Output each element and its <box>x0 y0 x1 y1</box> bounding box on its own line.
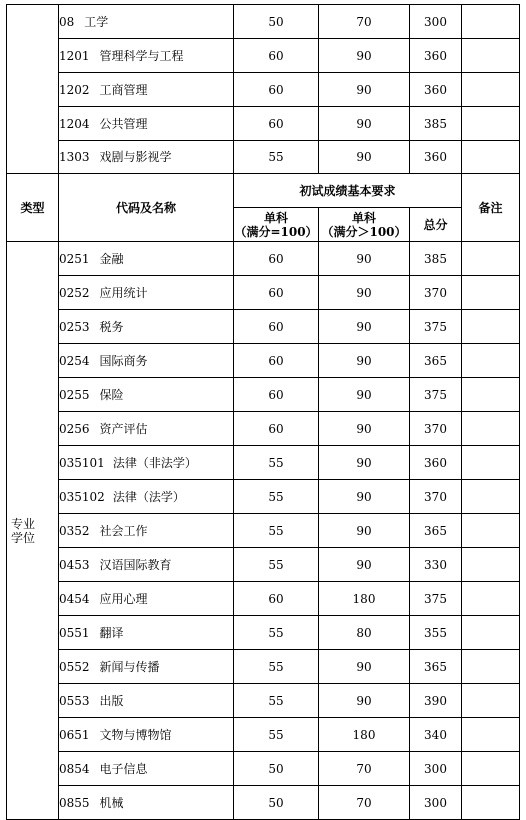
single-score-100: 50 <box>234 5 319 39</box>
subject-code: 0854 <box>59 761 90 776</box>
code-name-cell <box>59 141 234 174</box>
subject-name: 应用心理 <box>99 591 148 606</box>
total-score: 340 <box>410 718 462 752</box>
total-score: 365 <box>410 514 462 548</box>
total-score: 360 <box>410 73 462 107</box>
code-name-cell <box>59 684 234 718</box>
single-score-100: 60 <box>234 107 319 141</box>
table-row <box>7 752 520 786</box>
subject-name: 公共管理 <box>99 116 148 131</box>
remarks-cell <box>462 107 520 141</box>
total-score: 365 <box>410 650 462 684</box>
code-name-cell <box>59 480 234 514</box>
subject-name: 工学 <box>84 14 109 29</box>
remarks-cell <box>462 684 520 718</box>
single-score-100: 60 <box>234 310 319 344</box>
subject-name: 国际商务 <box>99 353 148 368</box>
header-row <box>7 174 520 208</box>
single-score-gt100: 70 <box>319 786 410 820</box>
single-score-gt100: 70 <box>319 752 410 786</box>
code-name-cell <box>59 446 234 480</box>
subject-name: 汉语国际教育 <box>99 557 172 572</box>
single-score-gt100: 90 <box>319 39 410 73</box>
total-score: 390 <box>410 684 462 718</box>
header-total: 总分 <box>410 208 462 242</box>
header-requirements: 初试成绩基本要求 <box>234 174 462 208</box>
table-row <box>7 39 520 73</box>
single-score-gt100: 90 <box>319 107 410 141</box>
subject-code: 1202 <box>59 82 90 97</box>
total-score: 360 <box>410 39 462 73</box>
subject-code: 0251 <box>59 251 90 266</box>
remarks-cell <box>462 650 520 684</box>
single-score-gt100: 90 <box>319 412 410 446</box>
subject-code: 0252 <box>59 285 90 300</box>
table-row <box>7 786 520 820</box>
table-row <box>7 548 520 582</box>
subject-name: 工商管理 <box>99 82 148 97</box>
remarks-cell <box>462 5 520 39</box>
table-row <box>7 412 520 446</box>
single-score-gt100: 90 <box>319 344 410 378</box>
single-score-100: 55 <box>234 548 319 582</box>
single-score-100: 55 <box>234 514 319 548</box>
subject-name: 新闻与传播 <box>99 659 160 674</box>
subject-name: 出版 <box>99 693 124 708</box>
remarks-cell <box>462 378 520 412</box>
subject-name: 资产评估 <box>99 421 148 436</box>
subject-name: 法律（法学） <box>112 489 185 504</box>
remarks-cell <box>462 446 520 480</box>
code-name-cell <box>59 378 234 412</box>
subject-code: 0255 <box>59 387 90 402</box>
table-row <box>7 344 520 378</box>
remarks-cell <box>462 39 520 73</box>
single-score-100: 60 <box>234 378 319 412</box>
header-single-100 <box>234 208 319 242</box>
total-score: 370 <box>410 480 462 514</box>
subject-code: 08 <box>59 14 75 29</box>
remarks-cell <box>462 514 520 548</box>
single-score-100: 55 <box>234 684 319 718</box>
code-name-cell <box>59 412 234 446</box>
total-score: 385 <box>410 107 462 141</box>
code-name-cell <box>59 344 234 378</box>
table-row <box>7 276 520 310</box>
code-name-cell <box>59 548 234 582</box>
total-score: 375 <box>410 582 462 616</box>
single-score-100: 60 <box>234 276 319 310</box>
subject-code: 1204 <box>59 116 90 131</box>
single-score-gt100: 90 <box>319 242 410 276</box>
header-single-gt100-line1: 单科 <box>351 210 376 225</box>
table-row <box>7 107 520 141</box>
subject-code: 0453 <box>59 557 90 572</box>
total-score: 360 <box>410 446 462 480</box>
category-cell <box>7 242 59 820</box>
single-score-gt100: 180 <box>319 582 410 616</box>
single-score-100: 60 <box>234 582 319 616</box>
single-score-100: 60 <box>234 39 319 73</box>
total-score: 375 <box>410 378 462 412</box>
code-name-cell <box>59 786 234 820</box>
single-score-100: 55 <box>234 616 319 650</box>
subject-name: 戏剧与影视学 <box>99 150 172 164</box>
code-name-cell <box>59 5 234 39</box>
remarks-cell <box>462 310 520 344</box>
remarks-cell <box>462 786 520 820</box>
code-name-cell <box>59 650 234 684</box>
header-single-100-line2: （满分=100） <box>234 224 318 239</box>
category-label-line1: 专业 <box>11 516 36 531</box>
subject-name: 电子信息 <box>99 761 148 776</box>
total-score: 330 <box>410 548 462 582</box>
total-score: 360 <box>410 141 462 174</box>
single-score-gt100: 90 <box>319 310 410 344</box>
table-row <box>7 446 520 480</box>
subject-name: 社会工作 <box>99 523 148 538</box>
subject-code: 035102 <box>59 489 105 504</box>
subject-code: 0651 <box>59 727 90 742</box>
code-name-cell <box>59 242 234 276</box>
table-row <box>7 310 520 344</box>
table-row <box>7 650 520 684</box>
score-table <box>6 4 520 820</box>
remarks-cell <box>462 582 520 616</box>
single-score-100: 55 <box>234 446 319 480</box>
subject-code: 1201 <box>59 48 90 63</box>
single-score-gt100: 90 <box>319 378 410 412</box>
remarks-cell <box>462 73 520 107</box>
single-score-100: 55 <box>234 650 319 684</box>
subject-code: 0256 <box>59 421 90 436</box>
table-row <box>7 514 520 548</box>
subject-code: 0253 <box>59 319 90 334</box>
subject-name: 文物与博物馆 <box>99 727 172 742</box>
subject-name: 税务 <box>99 319 124 334</box>
table-row <box>7 73 520 107</box>
subject-name: 保险 <box>99 387 124 402</box>
table-row <box>7 141 520 174</box>
subject-name: 金融 <box>99 251 124 266</box>
code-name-cell <box>59 718 234 752</box>
single-score-100: 55 <box>234 718 319 752</box>
remarks-cell <box>462 480 520 514</box>
total-score: 355 <box>410 616 462 650</box>
table-row <box>7 684 520 718</box>
total-score: 300 <box>410 786 462 820</box>
total-score: 375 <box>410 310 462 344</box>
code-name-cell <box>59 514 234 548</box>
code-name-cell <box>59 582 234 616</box>
remarks-cell <box>462 752 520 786</box>
subject-code: 0552 <box>59 659 90 674</box>
header-single-gt100 <box>319 208 410 242</box>
single-score-gt100: 70 <box>319 5 410 39</box>
subject-code: 035101 <box>59 455 105 470</box>
remarks-cell <box>462 718 520 752</box>
remarks-cell <box>462 242 520 276</box>
header-type: 类型 <box>7 174 59 242</box>
subject-code: 0254 <box>59 353 90 368</box>
single-score-gt100: 90 <box>319 141 410 174</box>
header-single-gt100-line2: （满分＞100） <box>321 224 407 239</box>
remarks-cell <box>462 344 520 378</box>
table-row <box>7 480 520 514</box>
single-score-100: 55 <box>234 141 319 174</box>
subject-name: 应用统计 <box>99 285 148 300</box>
subject-code: 0454 <box>59 591 90 606</box>
total-score: 370 <box>410 412 462 446</box>
code-name-cell <box>59 752 234 786</box>
total-score: 300 <box>410 752 462 786</box>
table-row <box>7 378 520 412</box>
subject-code: 0553 <box>59 693 90 708</box>
single-score-100: 55 <box>234 480 319 514</box>
single-score-gt100: 90 <box>319 276 410 310</box>
table-row <box>7 5 520 39</box>
subject-name: 法律（非法学） <box>112 455 197 470</box>
subject-name: 翻译 <box>99 625 124 640</box>
subject-code: 0551 <box>59 625 90 640</box>
single-score-100: 60 <box>234 73 319 107</box>
table-row <box>7 616 520 650</box>
remarks-cell <box>462 412 520 446</box>
code-name-cell <box>59 39 234 73</box>
single-score-100: 60 <box>234 344 319 378</box>
score-table-body <box>7 5 520 820</box>
code-name-cell <box>59 73 234 107</box>
subject-code: 1303 <box>59 150 90 164</box>
single-score-gt100: 180 <box>319 718 410 752</box>
header-remarks: 备注 <box>462 174 520 242</box>
total-score: 385 <box>410 242 462 276</box>
total-score: 300 <box>410 5 462 39</box>
single-score-100: 50 <box>234 786 319 820</box>
single-score-gt100: 80 <box>319 616 410 650</box>
single-score-100: 50 <box>234 752 319 786</box>
header-code-name: 代码及名称 <box>59 174 234 242</box>
single-score-gt100: 90 <box>319 548 410 582</box>
total-score: 365 <box>410 344 462 378</box>
single-score-gt100: 90 <box>319 480 410 514</box>
header-single-100-line1: 单科 <box>263 210 288 225</box>
single-score-gt100: 90 <box>319 446 410 480</box>
subject-name: 管理科学与工程 <box>99 48 184 63</box>
category-label-line2: 学位 <box>11 530 36 545</box>
subject-code: 0855 <box>59 795 90 810</box>
remarks-cell <box>462 276 520 310</box>
single-score-100: 60 <box>234 412 319 446</box>
remarks-cell <box>462 548 520 582</box>
table-row <box>7 582 520 616</box>
single-score-gt100: 90 <box>319 684 410 718</box>
code-name-cell <box>59 107 234 141</box>
single-score-100: 60 <box>234 242 319 276</box>
single-score-gt100: 90 <box>319 514 410 548</box>
remarks-cell <box>462 141 520 174</box>
code-name-cell <box>59 276 234 310</box>
code-name-cell <box>59 310 234 344</box>
table-row <box>7 242 520 276</box>
single-score-gt100: 90 <box>319 650 410 684</box>
remarks-cell <box>462 616 520 650</box>
single-score-gt100: 90 <box>319 73 410 107</box>
total-score: 370 <box>410 276 462 310</box>
subject-code: 0352 <box>59 523 90 538</box>
subject-name: 机械 <box>99 795 124 810</box>
category-cell-top <box>7 5 59 174</box>
code-name-cell <box>59 616 234 650</box>
table-row <box>7 718 520 752</box>
